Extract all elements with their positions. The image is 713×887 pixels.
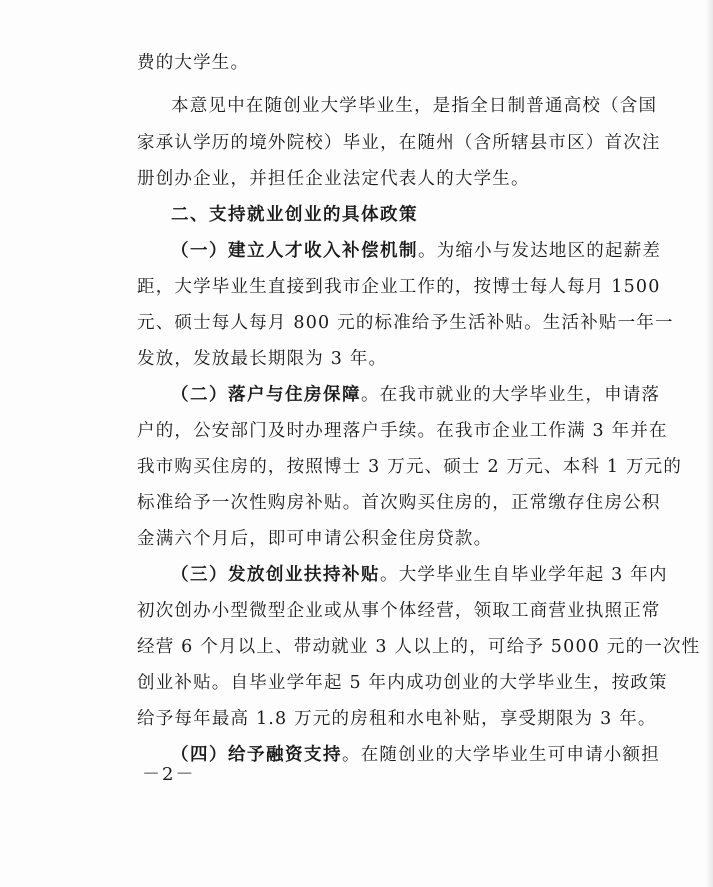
paragraph-line: 标准给予一次性购房补贴。首次购买住房的，正常缴存住房公积 xyxy=(137,493,661,513)
section-heading: 二、支持就业创业的具体政策 xyxy=(171,205,418,225)
paragraph-line: 发放，发放最长期限为 3 年。 xyxy=(137,349,388,369)
paragraph-line xyxy=(171,744,660,766)
page-number: －2－ xyxy=(142,764,196,785)
paragraph-text: 。为缩小与发达地区的起薪差 xyxy=(418,241,662,261)
paragraph-text: 。大学毕业生自毕业学年起 3 年内 xyxy=(380,565,668,585)
paragraph-line: 家承认学历的境外院校）毕业，在随州（含所辖县市区）首次注 xyxy=(137,133,661,153)
paragraph-line: 我市购买住房的，按照博士 3 万元、硕士 2 万元、本科 1 万元的 xyxy=(137,457,683,477)
paragraph-line: 经营 6 个月以上、带动就业 3 人以上的，可给予 5000 元的一次性 xyxy=(137,637,701,657)
paragraph-text: 。在随创业的大学毕业生可申请小额担 xyxy=(342,745,660,765)
scan-edge xyxy=(705,0,713,887)
paragraph-line xyxy=(171,384,661,406)
paragraph-line: 本意见中在随创业大学毕业生，是指全日制普通高校（含国 xyxy=(171,96,658,116)
paragraph-line: 金满六个月后，即可申请公积金住房贷款。 xyxy=(137,529,493,549)
subheading: （三）发放创业扶持补贴 xyxy=(171,565,380,585)
subheading: （一）建立人才收入补偿机制 xyxy=(171,241,418,261)
paragraph-line: 创业补贴。自毕业学年起 5 年内成功创业的大学毕业生，按政策 xyxy=(137,673,668,693)
subheading: （二）落户与住房保障 xyxy=(171,385,361,405)
paragraph-line: 户的，公安部门及时办理落户手续。在我市企业工作满 3 年并在 xyxy=(137,421,668,441)
paragraph-line xyxy=(171,564,668,586)
paragraph-line: 初次创办小型微型企业或从事个体经营，领取工商营业执照正常 xyxy=(137,601,661,621)
paragraph-line: 元、硕士每人每月 800 元的标准给予生活补贴。生活补贴一年一 xyxy=(137,313,674,333)
paragraph-line: 距，大学毕业生直接到我市企业工作的，按博士每人每月 1500 xyxy=(137,277,661,297)
paragraph-line xyxy=(171,240,662,262)
paragraph-line: 费的大学生。 xyxy=(137,53,250,73)
paragraph-line: 册创办企业，并担任企业法定代表人的大学生。 xyxy=(137,169,530,189)
paragraph-text: 。在我市就业的大学毕业生，申请落 xyxy=(361,385,661,405)
paragraph-line: 给予每年最高 1.8 万元的房租和水电补贴，享受期限为 3 年。 xyxy=(137,709,657,729)
subheading: （四）给予融资支持 xyxy=(171,745,342,765)
